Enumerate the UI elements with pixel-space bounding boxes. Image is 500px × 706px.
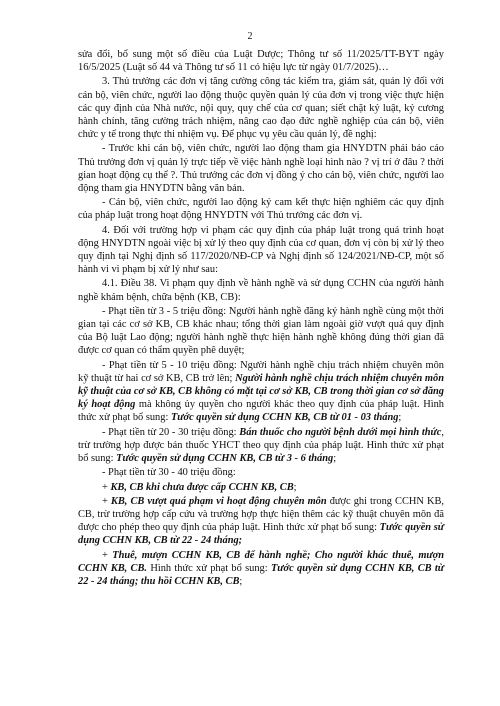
text-run: Hình thức xử phạt bổ sung: xyxy=(147,562,271,574)
text-run: được ghi trong CCHN KB, CB, trừ trường hợp cấp cứu và trường hợp thực hiện thêm các kỹ thuật chuyên môn đã được cho phép theo quy định của pháp luật. Hình thức xử phạt bổ sung: xyxy=(78,495,444,534)
emphasized-text: Thuê, mượn CCHN KB, CB để hành nghề; Cho người khác thuê, mượn CCHN KB, CB. xyxy=(78,549,444,574)
emphasized-text: KB, CB vượt quá phạm vi hoạt động chuyên môn xyxy=(110,495,327,507)
paragraph-p4 xyxy=(78,196,444,222)
text-run: 4.1. Điều 38. Vi phạm quy định về hành nghề và sử dụng CCHN của người hành nghề khám bệnh, chữa bệnh (KB, CB): xyxy=(78,278,444,303)
text-run: - Phạt tiền từ 30 - 40 triệu đồng: xyxy=(102,467,236,479)
text-run: sửa đổi, bổ sung một số điều của Luật Dược; Thông tư số 11/2025/TT-BYT ngày 16/5/2025 (Luật số 44 và Thông tư số 11 có hiệu lực từ ngày 01/7/2025)… xyxy=(78,49,444,74)
paragraph-p2 xyxy=(78,75,444,141)
text-run: 3. Thủ trưởng các đơn vị tăng cường công tác kiểm tra, giám sát, quản lý đối với cán bộ, viên chức, người lao động thuộc quyền quản lý của đơn vị trong việc thực hiện các quy định của Nhà nước, nội quy, quy chế của cơ quan; siết chặt kỷ luật, kỷ cương hành chính, tăng cường trách nhiệm, nâng cao đạo đức nghề nghiệp của cán bộ, viên chức y tế trong thực thi nhiệm vụ. Để phục vụ yêu cầu quản lý, đề nghị: xyxy=(78,76,444,141)
text-run: ; xyxy=(239,575,243,587)
emphasized-text: Tước quyền sử dụng CCHN KB, CB từ 01 - 03 tháng xyxy=(170,412,399,424)
paragraph-p12 xyxy=(78,495,444,548)
document-body xyxy=(78,48,444,589)
text-run: ; xyxy=(398,412,402,424)
emphasized-text: Bán thuốc cho người bệnh dưới mọi hình thức xyxy=(239,426,442,438)
page-number: 2 xyxy=(247,31,253,42)
emphasized-text: KB, CB khi chưa được cấp CCHN KB, CB xyxy=(110,481,294,493)
paragraph-p7 xyxy=(78,305,444,358)
text-run: mà không ủy quyền cho người khác theo quy định của pháp luật. Hình thức xử phạt bổ sung: xyxy=(78,399,444,424)
paragraph-p6 xyxy=(78,277,444,303)
text-run: - Phạt tiền từ 3 - 5 triệu đồng: Người hành nghề đăng ký hành nghề cùng một thời gian tại các cơ sở KB, CB khác nhau; tổng thời gian làm ngoài giờ vượt quá quy định của Bộ luật Lao động; người hành nghề thực hiện hành nghề không đúng thời gian đã được cơ quan có thẩm quyền phê duyệt; xyxy=(78,305,444,357)
text-run: + xyxy=(102,495,111,507)
text-run: - Phạt tiền từ 20 - 30 triệu đồng: xyxy=(102,426,240,438)
text-run: ; xyxy=(293,481,297,493)
emphasized-text: Tước quyền sử dụng CCHN KB, CB từ 22 - 24 tháng; xyxy=(78,522,445,547)
text-run: 4. Đối với trường hợp vi phạm các quy định của pháp luật trong quá trình hoạt động HNYDTN ngoài việc bị xử lý theo quy định của cơ quan, đơn vị còn bị xử lý theo quy định tại Nghị định số 117/2020/NĐ-CP và Nghị định số 124/2021/NĐ-CP, một số hành vi vi phạm bị xử lý như sau: xyxy=(78,224,444,276)
paragraph-p1 xyxy=(78,48,444,74)
paragraph-p5 xyxy=(78,224,444,277)
emphasized-text: Tước quyền sử dụng CCHN KB, CB từ 3 - 6 tháng xyxy=(116,453,334,465)
emphasized-text: Tước quyền sử dụng CCHN KB, CB từ 22 - 24 tháng; thu hồi CCHN KB, CB xyxy=(78,562,444,587)
paragraph-p8 xyxy=(78,359,444,425)
paragraph-p11 xyxy=(78,481,444,494)
text-run: - Phạt tiền từ 5 - 10 triệu đồng: Người hành nghề chịu trách nhiệm chuyên môn kỹ thuật từ hai cơ sở KB, CB trở lên; xyxy=(78,359,444,384)
text-run: , trừ trường hợp được bán thuốc YHCT theo quy định của pháp luật. Hình thức xử phạt bổ sung: xyxy=(78,426,444,465)
text-run: + xyxy=(102,481,111,493)
text-run: - Cán bộ, viên chức, người lao động ký cam kết thực hiện nghiêm các quy định của pháp luật trong hoạt động HNYDTN với Thủ trưởng các đơn vị. xyxy=(78,197,444,222)
text-run: - Trước khi cán bộ, viên chức, người lao động tham gia HNYDTN phải báo cáo Thủ trưởng đơn vị quản lý trực tiếp về việc hành nghề loại hình nào ? vị trí ở đâu ? thời gian hoạt động cụ thể ?. Thủ trưởng các đơn vị đồng ý cho cán bộ, viên chức, người lao động tham gia HNYDTN bằng văn bản. xyxy=(78,143,444,195)
paragraph-p3 xyxy=(78,142,444,195)
paragraph-p10 xyxy=(78,466,444,479)
paragraph-p13 xyxy=(78,549,444,589)
emphasized-text: Người hành nghề chịu trách nhiệm chuyên môn kỹ thuật của cơ sở KB, CB không có mặt tại cơ sở KB, CB trong thời gian cơ sở đăng ký hoạt động xyxy=(78,372,444,411)
text-run: ; xyxy=(333,453,337,465)
paragraph-p9 xyxy=(78,426,444,466)
text-run: + xyxy=(102,549,113,561)
